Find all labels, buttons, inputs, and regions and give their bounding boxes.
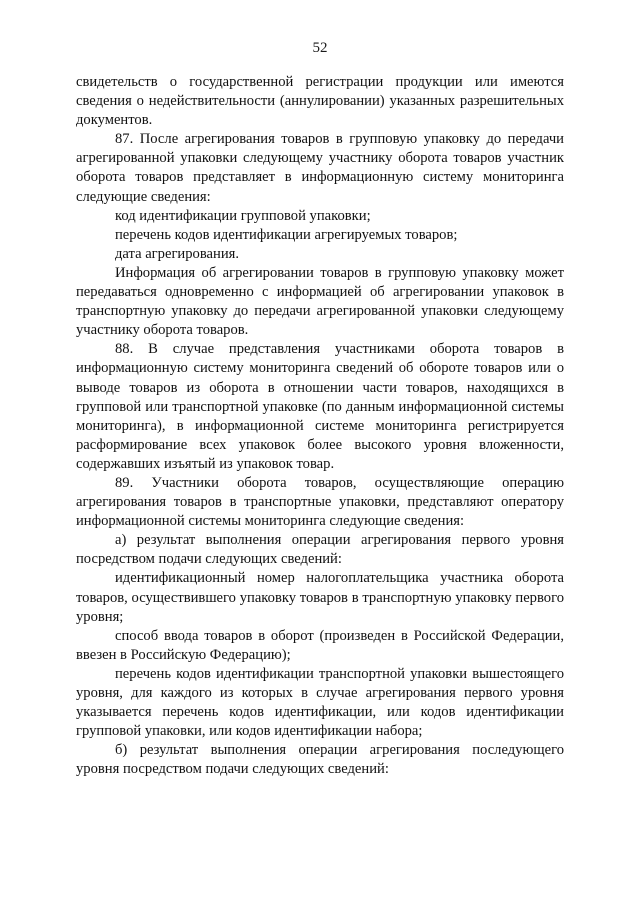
paragraph-clause-87: 87. После агрегирования товаров в групповую упаковку до передачи агрегированной упаковки следующему участнику оборота товаров участник оборота товаров представляет в информационную систему мониторинга следующие сведения: [76, 131, 564, 205]
paragraph-clause-89: 89. Участники оборота товаров, осуществляющие операцию агрегирования товаров в транспортные упаковки, представляют оператору информационной системы мониторинга следующие сведения: [76, 474, 564, 530]
paragraph-subclause-b: б) результат выполнения операции агрегирования последующего уровня посредством подачи следующих сведений: [76, 742, 564, 778]
page-number: 52 [312, 40, 328, 56]
list-item: перечень кодов идентификации агрегируемых товаров; [115, 226, 458, 243]
paragraph-clause-88: 88. В случае представления участниками оборота товаров в информационную систему мониторинга сведений об обороте товаров или о выводе товаров из оборота в отношении части товаров, находящихся в групповой или транспортной упаковке (по данным информационной системы мониторинга), в информационной системе мониторинга регистрируется расформирование всех упаковок более высокого уровня вложенности, содержавших изъятый из упаковок товар. [76, 341, 564, 472]
list-item: дата агрегирования. [115, 245, 239, 262]
paragraph-taxpayer-id: идентификационный номер налогоплательщика участника оборота товаров, осуществившего упаковку товаров в транспортную упаковку первого уровня; [76, 570, 564, 625]
paragraph-continuation: свидетельств о государственной регистрации продукции или имеются сведения о недействительности (аннулировании) указанных разрешительных документов. [76, 74, 564, 129]
paragraph-entry-method: способ ввода товаров в оборот (произведен в Российской Федерации, ввезен в Российскую Федерацию); [76, 627, 564, 663]
list-item: код идентификации групповой упаковки; [115, 207, 371, 224]
paragraph-codes-list: перечень кодов идентификации транспортной упаковки вышестоящего уровня, для каждого из которых в случае агрегирования первого уровня указывается перечень кодов идентификации, или кодов идентификации групповой упаковки, или кодов идентификации набора; [76, 665, 564, 740]
paragraph-aggregation-info: Информация об агрегировании товаров в групповую упаковку может передаваться одновременно с информацией об агрегировании упаковок в транспортную упаковку до передачи агрегированной упаковки следующему участнику оборота товаров. [76, 264, 564, 339]
paragraph-subclause-a: а) результат выполнения операции агрегирования первого уровня посредством подачи следующих сведений: [76, 532, 564, 568]
document-body [76, 73, 564, 779]
